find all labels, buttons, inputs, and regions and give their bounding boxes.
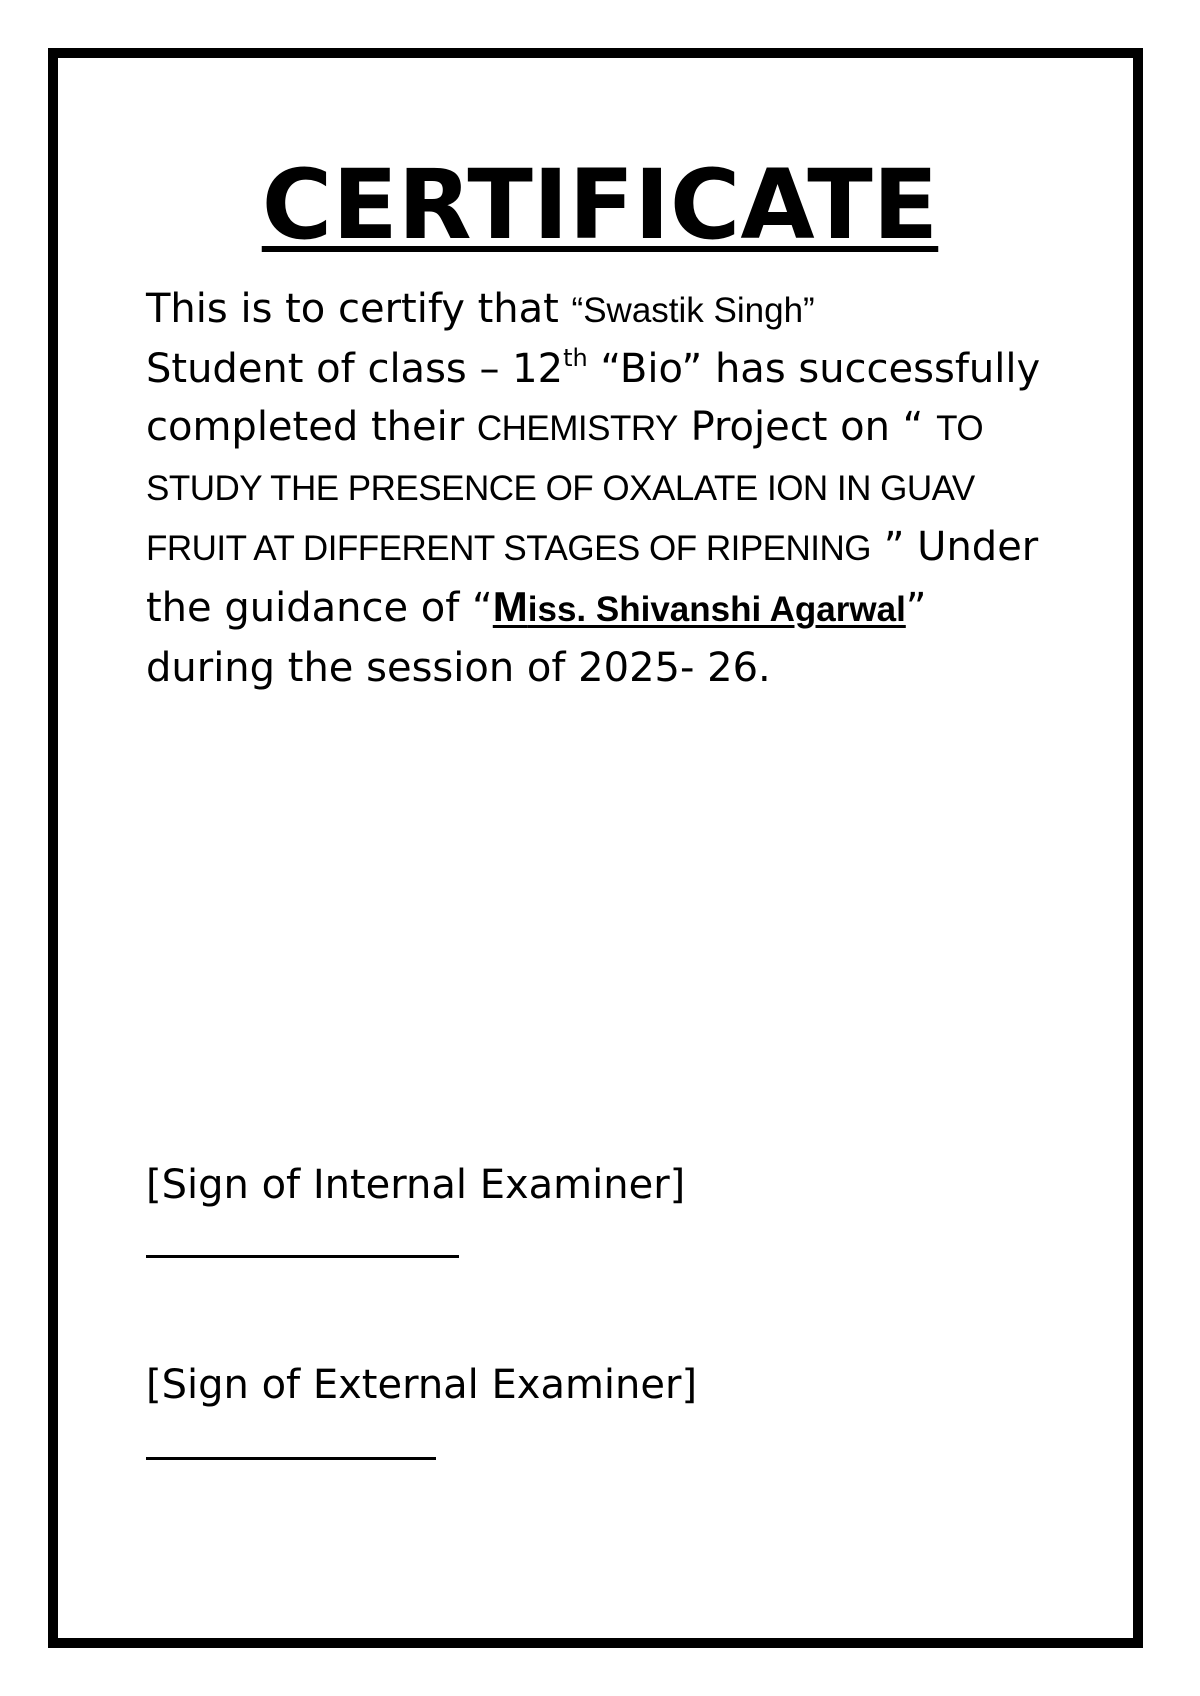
guide-name — [492, 583, 906, 630]
internal-signature-line — [146, 1255, 459, 1258]
guidance-text: ” Under the guidance of “ — [146, 524, 1039, 631]
external-examiner-label: [Sign of External Examiner] — [146, 1362, 698, 1408]
guide-initial: M — [492, 583, 528, 630]
certificate-title — [0, 150, 1200, 260]
intro-text: This is to certify that — [146, 286, 572, 332]
stream-text: “Bio” has successfully completed their — [146, 346, 1041, 450]
internal-examiner-label: [Sign of Internal Examiner] — [146, 1162, 686, 1208]
certificate-body — [146, 280, 1066, 697]
guide-rest: iss. Shivanshi Agarwal — [527, 590, 906, 629]
subject-name: CHEMISTRY — [476, 409, 678, 448]
student-name: “Swastik Singh” — [571, 291, 815, 330]
external-signature-line — [146, 1457, 436, 1460]
project-on-text: Project on “ — [677, 404, 937, 450]
project-title: TO STUDY THE PRESENCE OF OXALATE ION IN GUAV FRUIT AT DIFFERENT STAGES OF RIPENING — [146, 409, 984, 568]
class-suffix: th — [563, 343, 588, 372]
session-text: ” during the session of 2025- 26. — [146, 585, 927, 691]
certificate-title-text: CERTIFICATE — [261, 149, 939, 261]
class-prefix: Student of class – 12 — [146, 346, 564, 392]
